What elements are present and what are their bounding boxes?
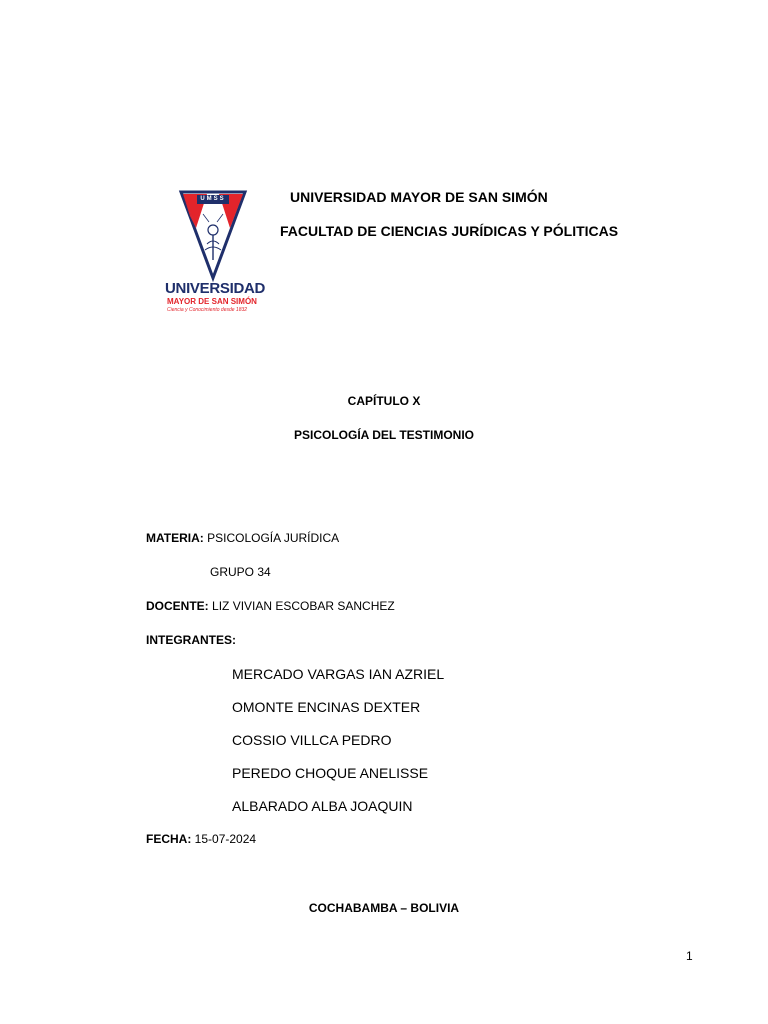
materia-line [146,531,339,545]
fecha-label: FECHA: [146,832,192,846]
logo-motto: Ciencia y Conocimiento desde 1832 [167,307,248,313]
fecha-line [146,832,256,846]
university-logo [163,188,266,316]
page-number: 1 [686,949,693,963]
materia-value: PSICOLOGÍA JURÍDICA [207,531,340,545]
member-name: ALBARADO ALBA JOAQUIN [232,798,413,814]
docente-line [146,599,395,613]
faculty-title: FACULTAD DE CIENCIAS JURÍDICAS Y PÓLITICAS [280,223,619,239]
member-name: MERCADO VARGAS IAN AZRIEL [232,666,445,682]
university-title: UNIVERSIDAD MAYOR DE SAN SIMÓN [290,189,548,205]
docente-value: LIZ VIVIAN ESCOBAR SANCHEZ [212,599,395,613]
integrantes-label: INTEGRANTES: [146,633,236,647]
materia-label: MATERIA: [146,531,204,545]
topic-title: PSICOLOGÍA DEL TESTIMONIO [293,428,474,442]
member-name: COSSIO VILLCA PEDRO [232,732,392,748]
grupo-line: GRUPO 34 [210,565,271,579]
location-line: COCHABAMBA – BOLIVIA [308,901,460,915]
member-name: OMONTE ENCINAS DEXTER [232,699,421,715]
logo-subname: MAYOR DE SAN SIMÓN [167,297,257,306]
logo-name: UNIVERSIDAD [165,280,266,297]
member-name: PEREDO CHOQUE ANELISSE [232,765,429,781]
chapter-title: CAPÍTULO X [347,394,421,408]
docente-label: DOCENTE: [146,599,209,613]
logo-acronym: UMSS [200,196,226,202]
fecha-value: 15-07-2024 [194,832,257,846]
